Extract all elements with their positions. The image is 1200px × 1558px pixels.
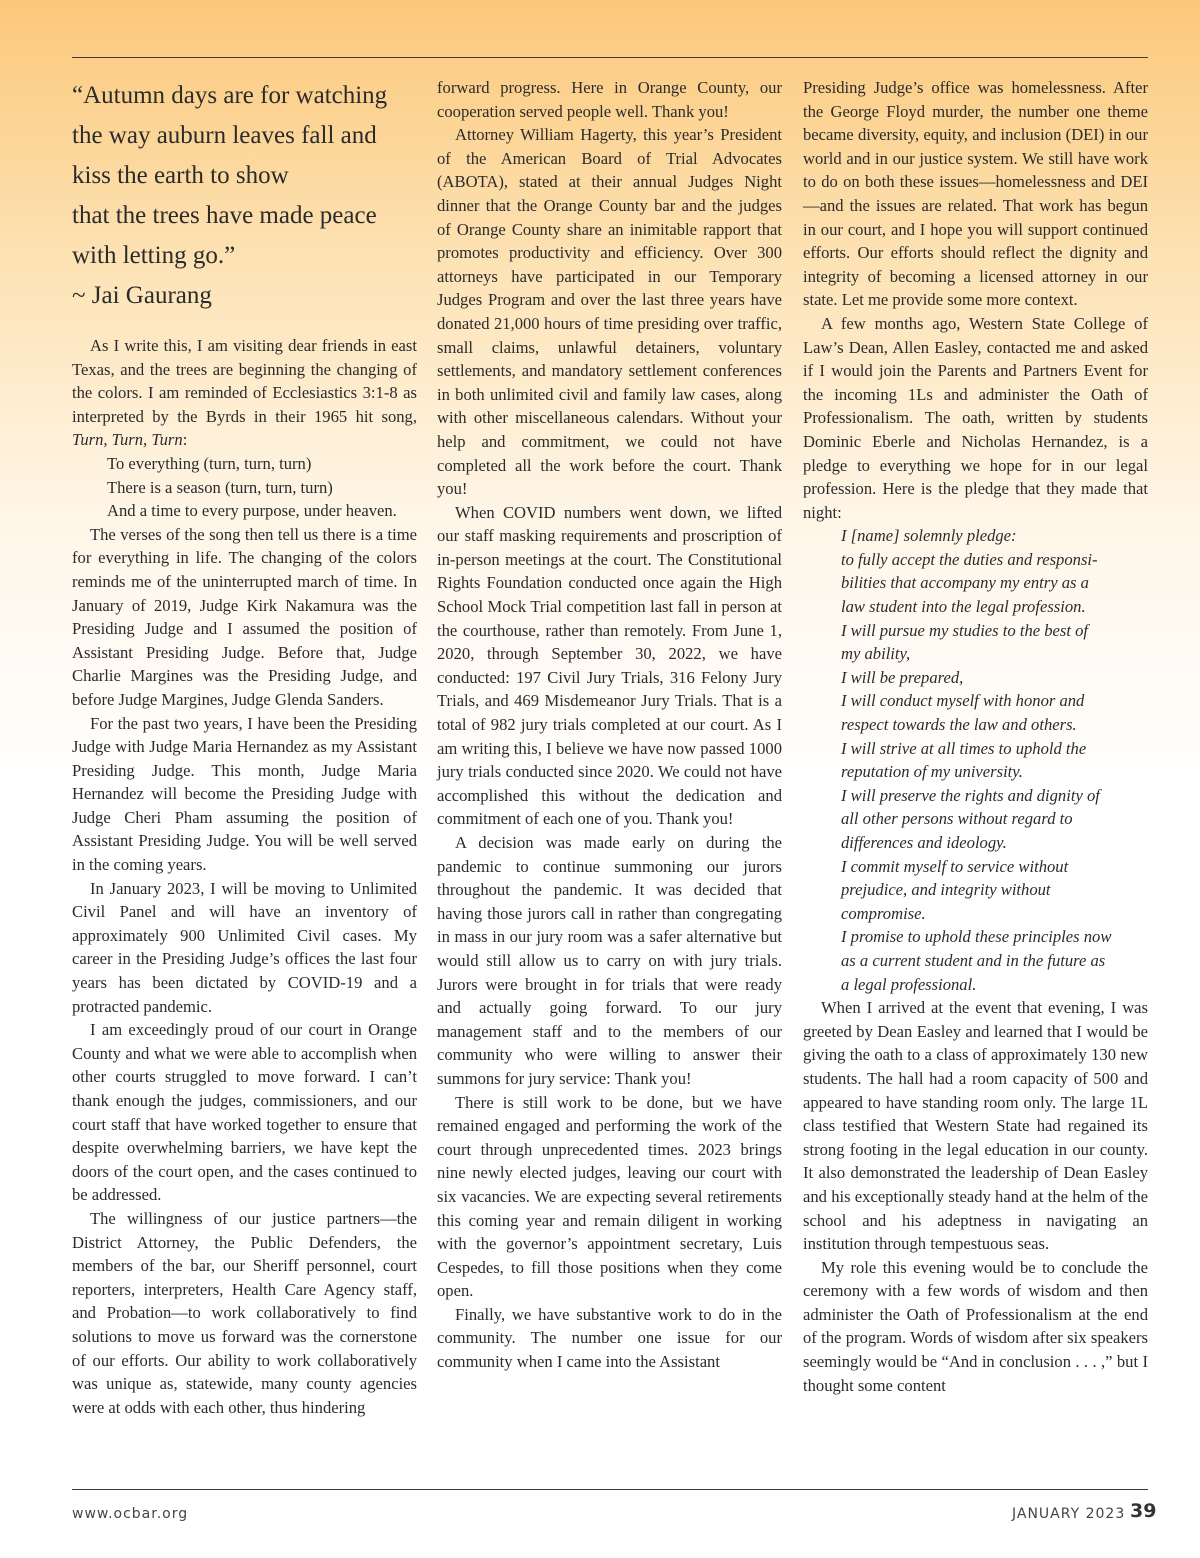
song-title: Turn, Turn, Turn [72, 430, 183, 450]
paragraph: When COVID numbers went down, we lifted our staff masking requirements and proscription of in-person meetings at the court. The Constitutional Rights Foundation conducted once again the High School Mock Trial competition last fall in person at the courthouse, rather than remotely. From June 1, 2020, through September 30, 2022, we have conducted: 197 Civil Jury Trials, 316 Felony Jury Trials, and 469 Misdemeanor Jury Trials. That is a total of 982 jury trials completed at our court. As I am writing this, I believe we have now passed 1000 jury trials conducted since 2020. We could not have accomplished this without the dedication and commitment of each one of you. Thank you! [437, 502, 782, 829]
pledge-line: respect towards the law and others. [841, 715, 1077, 735]
pledge-line: to fully accept the duties and responsi- [841, 549, 1098, 569]
pledge-line: law student into the legal profession. [841, 597, 1086, 617]
pledge-line: I will strive at all times to uphold the [841, 738, 1087, 758]
paragraph: In January 2023, I will be moving to Unlimited Civil Panel and will have an inventory of approximately 900 Unlimited Civil cases. My career in the Presiding Judge’s offices the last four years has been dictated by COVID-19 and a protracted pandemic. [72, 878, 417, 1016]
footer-issue-date: JANUARY 2023 [1012, 1506, 1126, 1522]
column-2 [437, 76, 782, 1374]
bottom-rule [72, 1489, 1148, 1490]
pledge-line: a legal professional. [841, 974, 977, 994]
paragraph: The willingness of our justice partners—the District Attorney, the Public Defenders, the members of the bar, our Sheriff personnel, court reporters, interpreters, Health Care Agency staff, and Probation—to work collaboratively to find solutions to move us forward was the cornerstone of our efforts. Our ability to work collaboratively was unique as, statewide, many county agencies were at odds with each other, thus hindering [72, 1208, 417, 1417]
pledge-line: all other persons without regard to [841, 809, 1073, 829]
quote-line: the way auburn leaves fall and [72, 122, 377, 149]
top-rule [72, 57, 1148, 58]
quote-line: “Autumn days are for watching [72, 82, 388, 109]
pledge-line: I will preserve the rights and dignity of [841, 785, 1100, 805]
pledge-line: reputation of my university. [841, 762, 1023, 782]
quote-line: that the trees have made peace [72, 202, 377, 229]
lyric-line: To everything (turn, turn, turn) [107, 453, 312, 473]
paragraph: When I arrived at the event that evening, I was greeted by Dean Easley and learned that I would be giving the oath to a class of approximately 130 new students. The hall had a room capacity of 500 and appeared to have standing room only. The large 1L class testified that Western State had regained its strong footing in the legal education in our county. It also demonstrated the leadership of Dean Easley and his exceptionally steady hand at the helm of the school and his adeptness in navigating an institution through tempestuous seas. [803, 998, 1148, 1254]
footer-website[interactable]: www.ocbar.org [72, 1506, 189, 1522]
paragraph: A decision was made early on during the pandemic to continue summoning our jurors throughout the pandemic. It was decided that having those jurors call in rather than congregating in mass in our jury room was a safer alternative but would still allow us to carry on with jury trials. Jurors were brought in for trials that were ready and actually going forward. To our jury management staff and to the members of our community who were willing to answer their summons for jury service: Thank you! [437, 833, 782, 1088]
pledge-line: prejudice, and integrity without [841, 880, 1051, 900]
paragraph: forward progress. Here in Orange County, our cooperation served people well. Thank you! [437, 78, 782, 121]
pledge-line: compromise. [841, 903, 926, 923]
page-number: 39 [1130, 1500, 1157, 1522]
epigraph-quote [72, 76, 417, 316]
pledge-line: I will be prepared, [841, 667, 964, 687]
pledge-line: I commit myself to service without [841, 856, 1069, 876]
pledge-line: bilities that accompany my entry as a [841, 573, 1089, 593]
quote-line: with letting go.” [72, 242, 236, 269]
paragraph [72, 334, 417, 452]
pledge-line: differences and ideology. [841, 833, 1007, 852]
quote-attribution: ~ Jai Gaurang [72, 282, 212, 309]
oath-pledge [803, 524, 1148, 996]
paragraph: My role this evening would be to conclude the ceremony with a few words of wisdom and then administer the Oath of Professionalism at the end of the program. Words of wisdom after six speakers seemingly would be “And in conclusion . . . ,” but I thought some content [803, 1257, 1148, 1395]
paragraph: For the past two years, I have been the Presiding Judge with Judge Maria Hernandez as my Assistant Presiding Judge. This month, Judge Maria Hernandez will become the Presiding Judge with Judge Cheri Pham assuming the position of Assistant Presiding Judge. You will be well served in the coming years. [72, 713, 417, 875]
paragraph: The verses of the song then tell us there is a time for everything in life. The changing of the colors reminds me of the uninterrupted march of time. In January of 2019, Judge Kirk Nakamura was the Presiding Judge and I assumed the position of Assistant Presiding Judge. Before that, Judge Charlie Margines was the Presiding Judge, and before Judge Margines, Judge Glenda Sanders. [72, 524, 417, 709]
pledge-line: I will conduct myself with honor and [841, 691, 1085, 711]
paragraph: A few months ago, Western State College of Law’s Dean, Allen Easley, contacted me and asked if I would join the Parents and Partners Event for the incoming 1Ls and administer the Oath of Professionalism. The oath, written by students Dominic Eberle and Nicholas Hernandez, is a pledge to everything we hope for in our legal profession. Here is the pledge that they made that night: [803, 313, 1148, 522]
paragraph-text: As I write this, I am visiting dear friends in east Texas, and the trees are beginning the changing of the colors. I am reminded of Ecclesiastics 3:1-8 as interpreted by the Byrds in their 1965 hit song, [72, 336, 417, 426]
column-3 [803, 76, 1148, 1397]
paragraph: I am exceedingly proud of our court in Orange County and what we were able to accomplish when other courts struggled to move forward. I can’t thank enough the judges, commissioners, and our court staff that have worked together to ensure that despite overwhelming barriers, we have kept the doors of the court open, and the cases continued to be addressed. [72, 1020, 417, 1205]
lyric-line: And a time to every purpose, under heaven. [107, 501, 397, 521]
pledge-line: my ability, [841, 644, 911, 664]
paragraph: Finally, we have substantive work to do in the community. The number one issue for our community when I came into the Assistant [437, 1304, 782, 1372]
paragraph: There is still work to be done, but we have remained engaged and performing the work of the court through unprecedented times. 2023 brings nine newly elected judges, leaving our court with six vacancies. We are expecting several retirements this coming year and remain diligent in working with the governor’s appointment secretary, Luis Cespedes, to fill those positions when they come open. [437, 1092, 782, 1301]
quote-line: kiss the earth to show [72, 162, 289, 189]
paragraph: Attorney William Hagerty, this year’s President of the American Board of Trial Advocates (ABOTA), stated at their annual Judges Night dinner that the Orange County bar and the judges of Orange County share an inimitable rapport that promotes productivity and efficiency. Over 300 attorneys have participated in our Temporary Judges Program and over the last three years have donated 21,000 hours of time presiding over traffic, small claims, unlawful detainers, voluntary settlements, and mandatory settlement conferences in both unlimited civil and family law cases, along with other miscellaneous calendars. Without your help and commitment, we could not have completed all the work before the court. Thank you! [437, 125, 782, 499]
pledge-line: I will pursue my studies to the best of [841, 620, 1089, 640]
lyric-line: There is a season (turn, turn, turn) [107, 477, 333, 497]
paragraph: Presiding Judge’s office was homelessness. After the George Floyd murder, the number one theme became diversity, equity, and inclusion (DEI) in our world and in our justice system. We still have work to do on both these issues—homelessness and DEI—and the issues are related. That work has begun in our court, and I hope you will support continued efforts. Our efforts should reflect the dignity and integrity of becoming a licensed attorney in our state. Let me provide some more context. [803, 78, 1148, 310]
column-1 [72, 76, 417, 1419]
pledge-line: I promise to uphold these principles now [841, 927, 1112, 947]
paragraph-text: : [182, 430, 188, 450]
pledge-line: I [name] solemnly pledge: [841, 526, 1017, 546]
pledge-line: as a current student and in the future as [841, 950, 1106, 970]
